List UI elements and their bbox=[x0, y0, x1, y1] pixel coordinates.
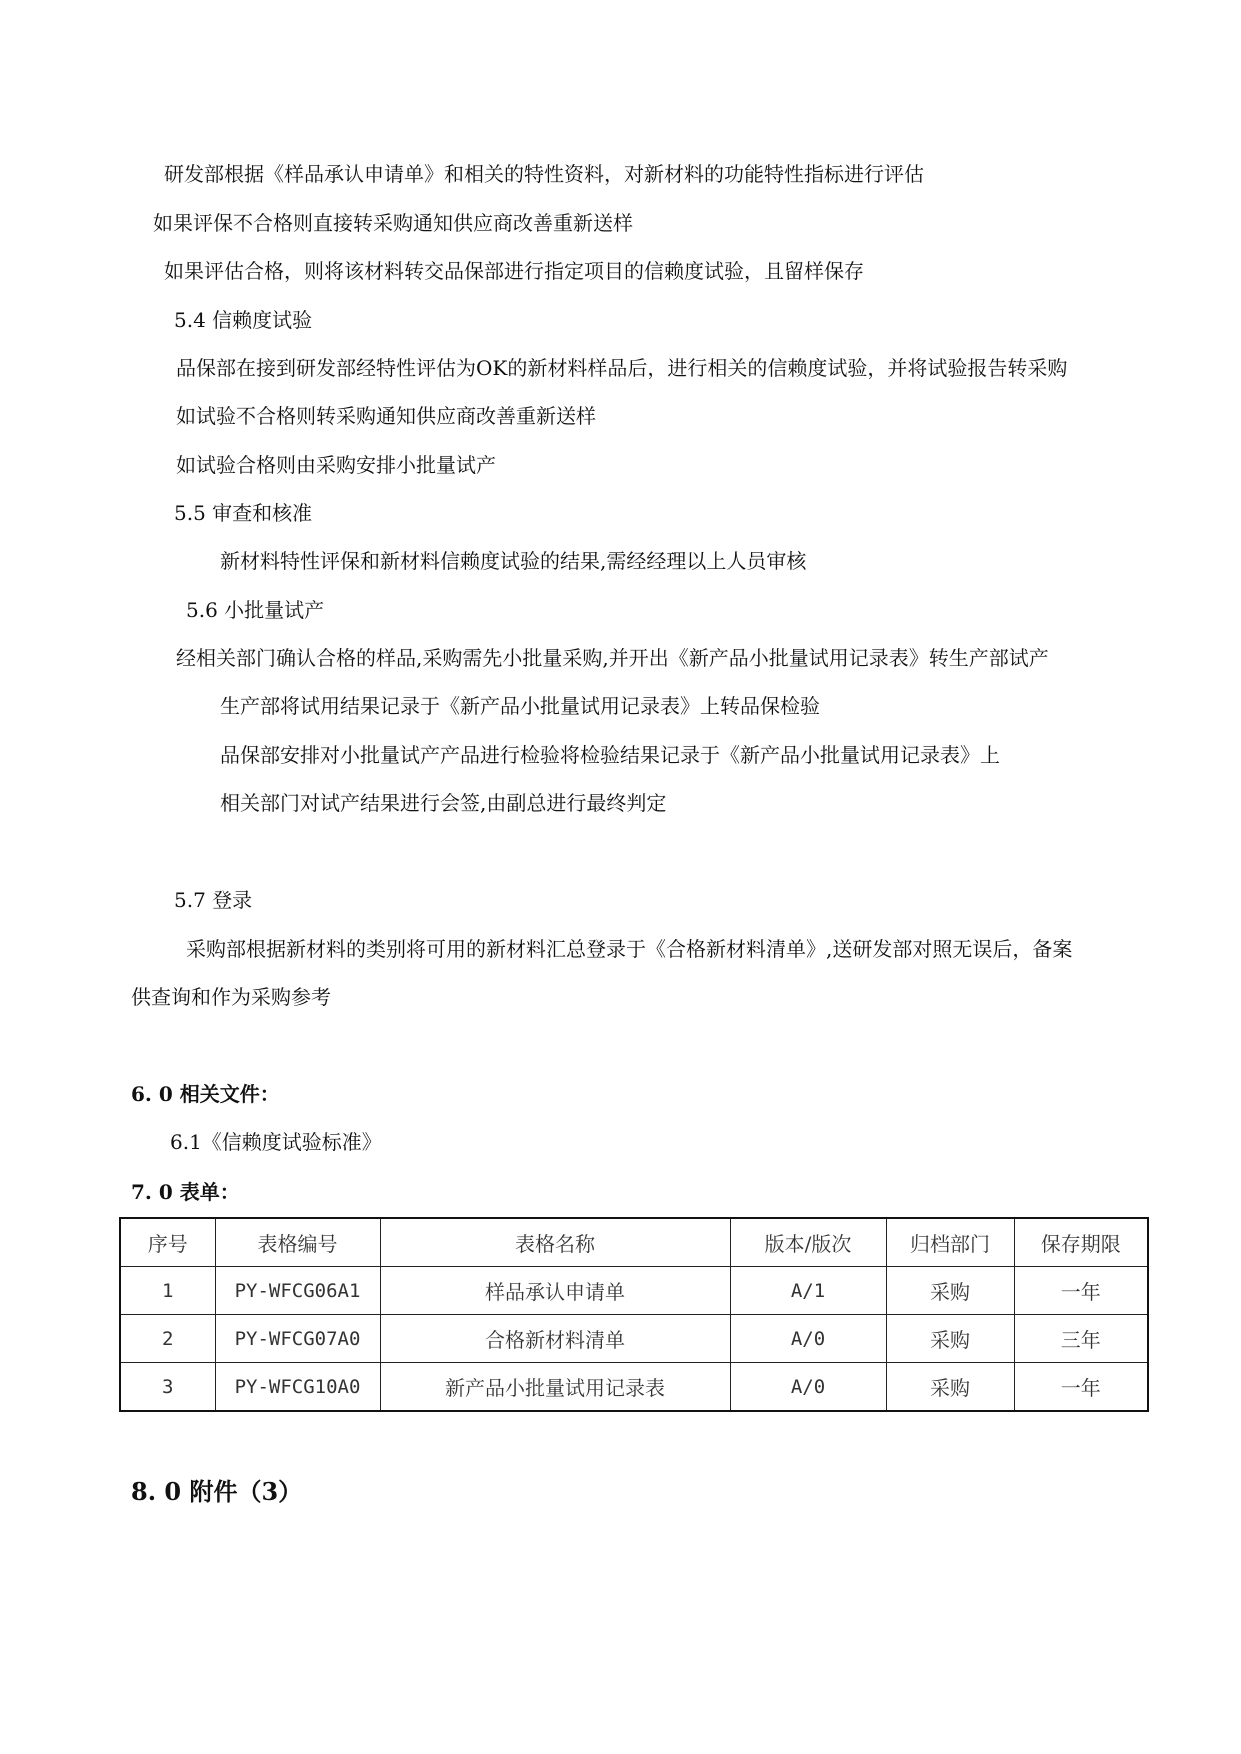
table-cell: PY-WFCG10A0 bbox=[215, 1363, 380, 1412]
table-header-row bbox=[120, 1218, 1148, 1267]
table-cell: 三年 bbox=[1014, 1315, 1148, 1363]
table-row bbox=[120, 1315, 1148, 1363]
section-heading-6-0: 6. 0 相关文件： bbox=[131, 1082, 280, 1106]
paragraph-line: 采购部根据新材料的类别将可用的新材料汇总登录于《合格新材料清单》,送研发部对照无误后，备案 bbox=[186, 937, 1073, 961]
table-header-cell: 版本/版次 bbox=[730, 1218, 886, 1267]
paragraph-line: 供查询和作为采购参考 bbox=[131, 985, 331, 1009]
table-cell: 采购 bbox=[886, 1267, 1014, 1315]
table-cell: 一年 bbox=[1014, 1267, 1148, 1315]
table-cell: 新产品小批量试用记录表 bbox=[380, 1363, 730, 1412]
table-row bbox=[120, 1267, 1148, 1315]
paragraph-line: 品保部安排对小批量试产产品进行检验将检验结果记录于《新产品小批量试用记录表》上 bbox=[220, 743, 1000, 767]
related-document: 6.1《信赖度试验标准》 bbox=[170, 1130, 382, 1154]
paragraph-line: 品保部在接到研发部经特性评估为OK的新材料样品后，进行相关的信赖度试验，并将试验报告转采购 bbox=[176, 356, 1068, 380]
table-cell: 合格新材料清单 bbox=[380, 1315, 730, 1363]
table-cell: A/1 bbox=[730, 1267, 886, 1315]
table-cell: A/0 bbox=[730, 1315, 886, 1363]
paragraph-line: 如试验合格则由采购安排小批量试产 bbox=[176, 453, 496, 477]
paragraph-line: 如果评估合格，则将该材料转交品保部进行指定项目的信赖度试验，且留样保存 bbox=[164, 259, 864, 283]
table-header-cell: 表格编号 bbox=[215, 1218, 380, 1267]
table-cell: 2 bbox=[120, 1315, 215, 1363]
table-cell: PY-WFCG07A0 bbox=[215, 1315, 380, 1363]
paragraph-line: 相关部门对试产结果进行会签,由副总进行最终判定 bbox=[220, 791, 667, 815]
section-heading-5-5: 5.5 审查和核准 bbox=[174, 501, 313, 525]
section-heading-5-4: 5.4 信赖度试验 bbox=[174, 308, 313, 332]
table-cell: A/0 bbox=[730, 1363, 886, 1412]
table-cell: 采购 bbox=[886, 1363, 1014, 1412]
forms-table bbox=[119, 1217, 1149, 1412]
table-header-cell: 序号 bbox=[120, 1218, 215, 1267]
table-cell: 一年 bbox=[1014, 1363, 1148, 1412]
table-cell: 3 bbox=[120, 1363, 215, 1412]
section-heading-8-0: 8. 0 附件（3） bbox=[131, 1477, 303, 1506]
table-cell: 采购 bbox=[886, 1315, 1014, 1363]
table-header-cell: 归档部门 bbox=[886, 1218, 1014, 1267]
table-cell: PY-WFCG06A1 bbox=[215, 1267, 380, 1315]
paragraph-line: 如果评保不合格则直接转采购通知供应商改善重新送样 bbox=[153, 211, 633, 235]
section-heading-5-7: 5.7 登录 bbox=[174, 888, 253, 912]
paragraph-line: 如试验不合格则转采购通知供应商改善重新送样 bbox=[176, 404, 596, 428]
table-cell: 1 bbox=[120, 1267, 215, 1315]
paragraph-line: 新材料特性评保和新材料信赖度试验的结果,需经经理以上人员审核 bbox=[220, 549, 807, 573]
paragraph-line: 研发部根据《样品承认申请单》和相关的特性资料，对新材料的功能特性指标进行评估 bbox=[164, 162, 924, 186]
table-cell: 样品承认申请单 bbox=[380, 1267, 730, 1315]
paragraph-line: 经相关部门确认合格的样品,采购需先小批量采购,并开出《新产品小批量试用记录表》转生产部试产 bbox=[176, 646, 1049, 670]
section-heading-5-6: 5.6 小批量试产 bbox=[186, 598, 325, 622]
table-row bbox=[120, 1363, 1148, 1412]
paragraph-line: 生产部将试用结果记录于《新产品小批量试用记录表》上转品保检验 bbox=[220, 694, 820, 718]
section-heading-7-0: 7. 0 表单： bbox=[131, 1180, 240, 1204]
table-header-cell: 保存期限 bbox=[1014, 1218, 1148, 1267]
table-header-cell: 表格名称 bbox=[380, 1218, 730, 1267]
